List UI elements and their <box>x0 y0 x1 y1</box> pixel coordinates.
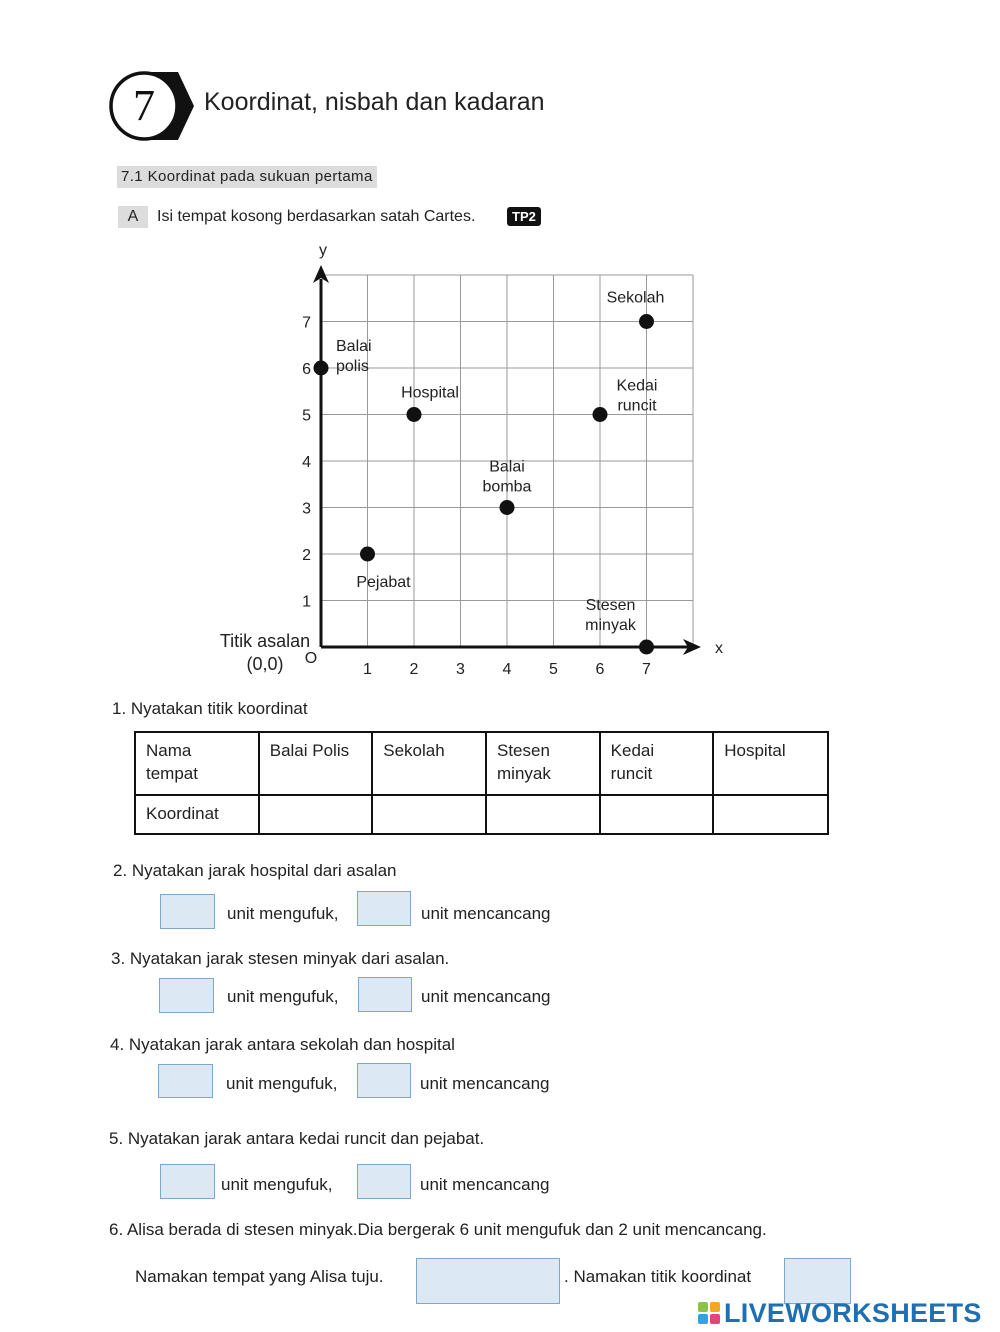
instruction-text: Isi tempat kosong berdasarkan satah Cartes. <box>157 208 476 225</box>
point-label: Hospital <box>401 384 459 402</box>
origin-label: O <box>304 650 318 667</box>
table-row <box>135 795 828 834</box>
coordinate-answer-cell[interactable] <box>372 795 486 834</box>
origin-caption: Titik asalan <box>219 631 311 651</box>
question-5-text: 5. Nyatakan jarak antara kedai runcit dan pejabat. <box>109 1129 485 1148</box>
part-letter: A <box>118 206 148 228</box>
x-tick-label: 3 <box>456 661 465 678</box>
question-2-text: 2. Nyatakan jarak hospital dari asalan <box>113 861 397 880</box>
y-tick-label: 6 <box>302 361 311 378</box>
tp-badge: TP2 <box>507 207 541 226</box>
coordinate-label-cell: Koordinat <box>135 795 259 834</box>
data-point <box>639 640 654 655</box>
table-header-cell: Balai Polis <box>259 732 373 795</box>
unit-horizontal-label: unit mengufuk, <box>221 1175 333 1194</box>
q3-horizontal-answer-box[interactable] <box>159 978 214 1013</box>
table-header-cell: Stesen minyak <box>486 732 600 795</box>
y-tick-label: 7 <box>302 314 311 332</box>
y-tick-label: 4 <box>302 454 311 471</box>
point-label: polis <box>336 358 369 375</box>
coordinate-table <box>134 731 829 835</box>
y-tick-label: 1 <box>302 593 311 611</box>
x-tick-label: 4 <box>502 661 512 678</box>
origin-coordinate-caption: (0,0) <box>246 654 284 674</box>
unit-horizontal-label: unit mengufuk, <box>226 1074 338 1093</box>
x-tick-label: 7 <box>642 661 651 678</box>
point-label: Balai <box>336 338 372 355</box>
table-row <box>135 732 828 795</box>
table-header-cell: Sekolah <box>372 732 486 795</box>
coordinate-answer-cell[interactable] <box>600 795 714 834</box>
data-point <box>360 547 375 562</box>
unit-vertical-label: unit mencancang <box>421 904 551 923</box>
q6-place-answer-box[interactable] <box>416 1258 560 1304</box>
q6-place-prompt: Namakan tempat yang Alisa tuju. <box>135 1267 384 1286</box>
q2-horizontal-answer-box[interactable] <box>160 894 215 929</box>
point-label: minyak <box>585 617 636 634</box>
y-tick-label: 2 <box>302 547 311 564</box>
coordinate-answer-cell[interactable] <box>713 795 828 834</box>
q5-horizontal-answer-box[interactable] <box>160 1164 215 1199</box>
y-tick-label: 5 <box>302 407 311 425</box>
x-tick-label: 2 <box>409 661 419 678</box>
x-axis-label: x <box>715 640 723 657</box>
point-label: bomba <box>482 478 532 496</box>
section-heading: 7.1 Koordinat pada sukuan pertama <box>117 166 377 188</box>
cartesian-plane <box>200 245 740 685</box>
q3-vertical-answer-box[interactable] <box>358 977 412 1012</box>
point-label: Balai <box>489 458 525 476</box>
data-point <box>639 314 654 329</box>
x-tick-label: 1 <box>363 661 372 678</box>
x-tick-label: 6 <box>595 661 605 678</box>
chapter-number: 7 <box>133 81 155 130</box>
x-tick-label: 5 <box>549 661 558 678</box>
unit-vertical-label: unit mencancang <box>420 1175 550 1194</box>
q2-vertical-answer-box[interactable] <box>357 891 411 926</box>
point-label: Pejabat <box>356 574 411 591</box>
question-1-text: 1. Nyatakan titik koordinat <box>112 699 308 718</box>
q5-vertical-answer-box[interactable] <box>357 1164 411 1199</box>
unit-vertical-label: unit mencancang <box>421 987 551 1006</box>
chapter-title: Koordinat, nisbah dan kadaran <box>204 88 545 116</box>
point-label: Kedai <box>616 377 658 395</box>
point-label: runcit <box>617 397 657 415</box>
y-tick-label: 3 <box>302 500 311 518</box>
data-point <box>407 407 422 422</box>
liveworksheets-wordmark: LIVEWORKSHEETS <box>724 1297 982 1328</box>
data-point <box>314 361 329 376</box>
y-axis-label: y <box>319 245 327 259</box>
table-header-cell: Kedai runcit <box>600 732 714 795</box>
chapter-badge <box>104 70 196 142</box>
unit-vertical-label: unit mencancang <box>420 1074 550 1093</box>
q6-coordinate-prompt: . Namakan titik koordinat <box>564 1267 752 1286</box>
point-label: Sekolah <box>606 289 665 307</box>
question-4-text: 4. Nyatakan jarak antara sekolah dan hospital <box>110 1035 455 1054</box>
q4-horizontal-answer-box[interactable] <box>158 1064 213 1098</box>
unit-horizontal-label: unit mengufuk, <box>227 904 339 923</box>
coordinate-answer-cell[interactable] <box>259 795 373 834</box>
point-label: Stesen <box>585 597 636 614</box>
unit-horizontal-label: unit mengufuk, <box>227 987 339 1006</box>
table-header-cell: Hospital <box>713 732 828 795</box>
question-3-text: 3. Nyatakan jarak stesen minyak dari asalan. <box>111 949 450 968</box>
liveworksheets-grid-icon <box>698 1302 720 1324</box>
liveworksheets-logo[interactable] <box>698 1296 998 1330</box>
data-point <box>593 407 608 422</box>
question-6-text: 6. Alisa berada di stesen minyak.Dia bergerak 6 unit mengufuk dan 2 unit mencancang. <box>109 1220 767 1239</box>
coordinate-answer-cell[interactable] <box>486 795 600 834</box>
table-header-cell: Nama tempat <box>135 732 259 795</box>
q4-vertical-answer-box[interactable] <box>357 1063 411 1098</box>
data-point <box>500 500 515 515</box>
